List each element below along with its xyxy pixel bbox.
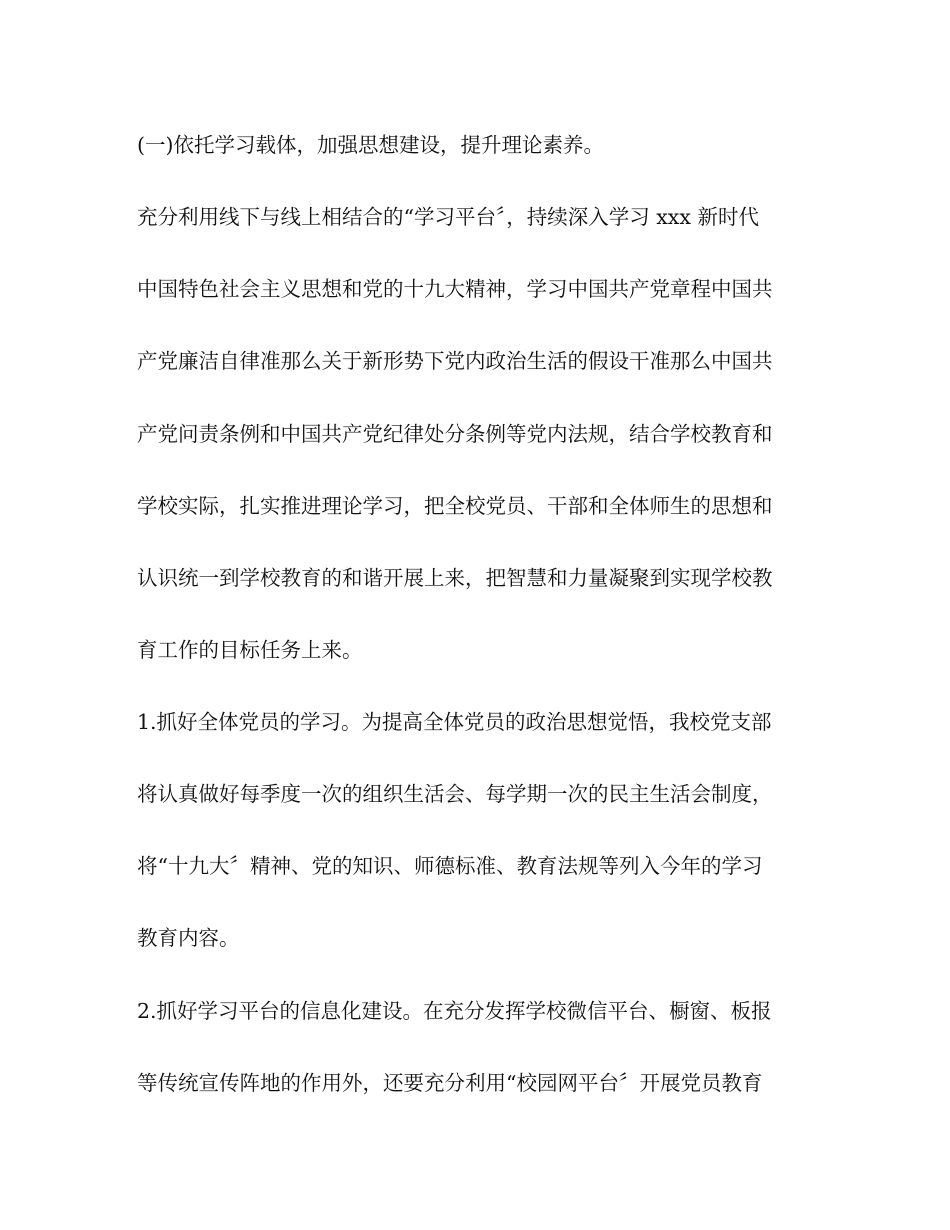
- list-item-line: 1.抓好全体党员的学习。为提高全体党员的政治思想觉悟，我校党支部: [137, 710, 772, 734]
- paragraph-line: 学校实际，扎实推进理论学习，把全校党员、干部和全体师生的思想和: [137, 494, 773, 518]
- paragraph-line: 中国特色社会主义思想和党的十九大精神，学习中国共产党章程中国共: [137, 277, 773, 301]
- list-item-line: 将“十九大〞精神、党的知识、师德标准、教育法规等列入今年的学习: [137, 854, 763, 878]
- list-item-line: 2.抓好学习平台的信息化建设。在充分发挥学校微信平台、橱窗、板报: [137, 999, 772, 1023]
- section-heading: (一)依托学习载体，加强思想建设，提升理论素养。: [137, 133, 604, 157]
- paragraph-line: 充分利用线下与线上相结合的“学习平台〞，持续深入学习 xxx 新时代: [137, 205, 759, 229]
- list-item-line: 等传统宣传阵地的作用外，还要充分利用“校园网平台〞开展党员教育: [137, 1071, 763, 1095]
- paragraph-line: 认识统一到学校教育的和谐开展上来，把智慧和力量凝聚到实现学校教: [137, 566, 773, 590]
- paragraph-line: 产党廉洁自律准那么关于新形势下党内政治生活的假设干准那么中国共: [137, 349, 773, 373]
- list-item-line: 教育内容。: [137, 926, 240, 950]
- list-item-line: 将认真做好每季度一次的组织生活会、每学期一次的民主生活会制度，: [137, 782, 773, 806]
- paragraph-line: 产党问责条例和中国共产党纪律处分条例等党内法规，结合学校教育和: [137, 422, 773, 446]
- paragraph-line: 育工作的目标任务上来。: [137, 638, 363, 662]
